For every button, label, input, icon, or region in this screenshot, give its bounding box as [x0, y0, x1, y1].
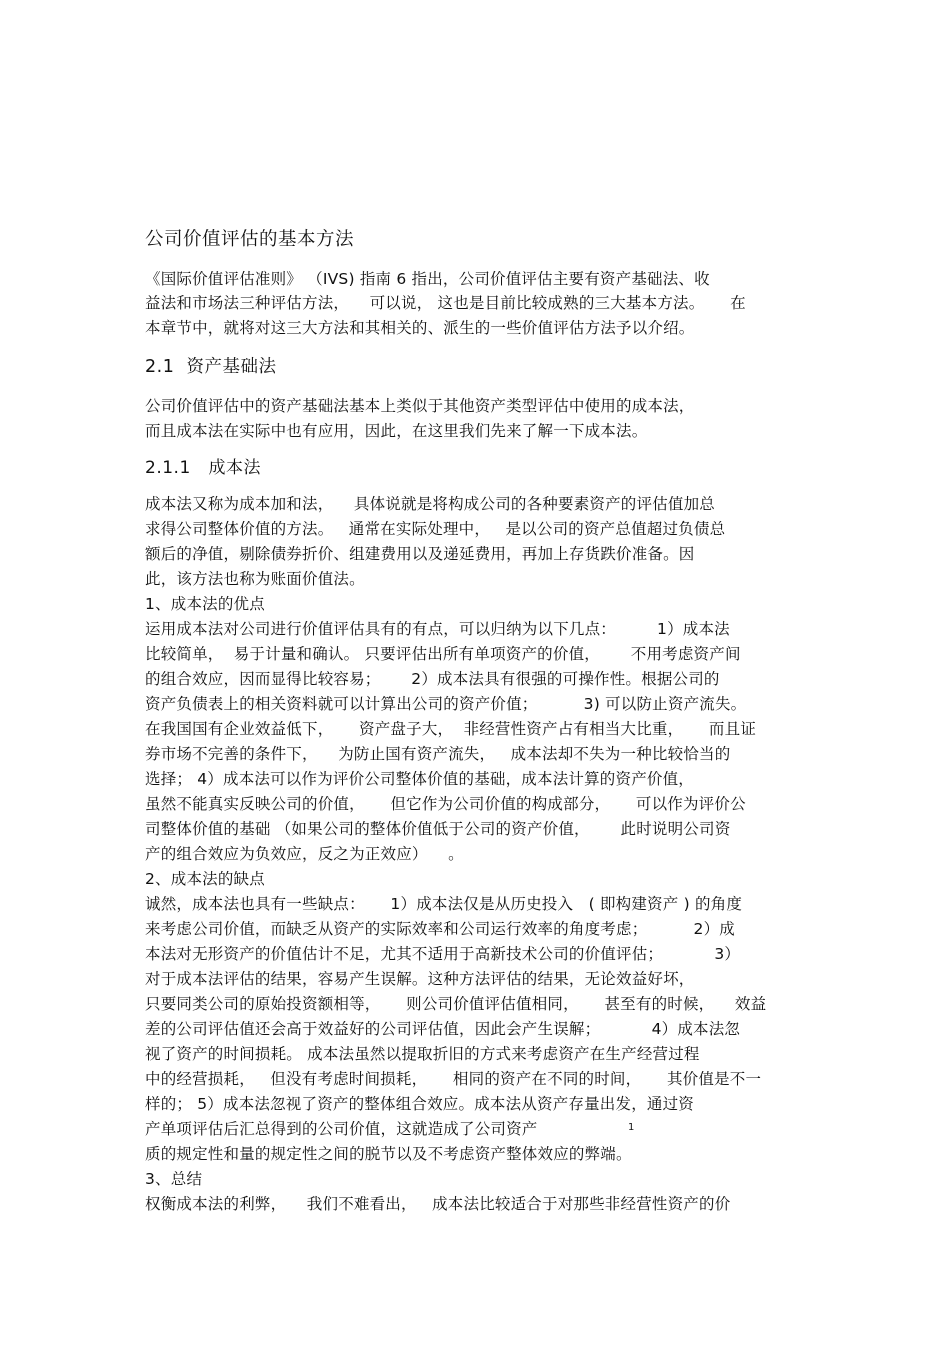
disadvantages-heading: 2、成本法的缺点: [145, 870, 265, 888]
paragraph-line: 诚然，成本法也具有一些缺点： 1）成本法仅是从历史投入 ( 即构建资产 ) 的角度: [145, 895, 743, 913]
paragraph-line: 本法对无形资产的价值估计不足，尤其不适用于高新技术公司的价值评估； 3）: [145, 945, 741, 963]
advantages-heading: 1、成本法的优点: [145, 595, 265, 613]
paragraph-line: 质的规定性和量的规定性之间的脱节以及不考虑资产整体效应的弊端。: [145, 1145, 632, 1163]
paragraph-line: 而且成本法在实际中也有应用，因此，在这里我们先来了解一下成本法。: [145, 422, 648, 440]
paragraph-line: 中的经营损耗， 但没有考虑时间损耗， 相同的资产在不同的时间， 其价值是不一: [145, 1070, 762, 1088]
paragraph-line: 来考虑公司价值，而缺乏从资产的实际效率和公司运行效率的角度考虑； 2）成: [145, 920, 736, 938]
section-heading-2-1-1: 2.1.1 成本法: [145, 458, 261, 478]
paragraph-line: 额后的净值，剔除债券折价、组建费用以及递延费用，再加上存货跌价准备。因: [145, 545, 695, 563]
paragraph-line: 产单项评估后汇总得到的公司价值，这就造成了公司资产: [145, 1120, 538, 1138]
paragraph-line: 成本法又称为成本加和法， 具体说就是将构成公司的各种要素资产的评估值加总: [145, 495, 716, 513]
intro-line: 本章节中，就将对这三大方法和其相关的、派生的一些价值评估方法予以介绍。: [145, 319, 695, 337]
paragraph-line: 差的公司评估值还会高于效益好的公司评估值，因此会产生误解； 4）成本法忽: [145, 1020, 741, 1038]
paragraph-line: 运用成本法对公司进行价值评估具有的有点，可以归纳为以下几点： 1）成本法: [145, 620, 730, 638]
intro-line: 《国际价值评估准则》 （IVS) 指南 6 指出，公司价值评估主要有资产基础法、收: [145, 270, 710, 288]
summary-heading: 3、总结: [145, 1170, 203, 1188]
paragraph-line: 资产负债表上的相关资料就可以计算出公司的资产价值； 3) 可以防止资产流失。: [145, 695, 747, 713]
paragraph-line: 求得公司整体价值的方法。 通常在实际处理中， 是以公司的资产总值超过负债总: [145, 520, 726, 538]
paragraph-line: 此，该方法也称为账面价值法。: [145, 570, 365, 588]
paragraph-line: 虽然不能真实反映公司的价值， 但它作为公司价值的构成部分， 可以作为评价公: [145, 795, 746, 813]
paragraph-line: 样的； 5）成本法忽视了资产的整体组合效应。成本法从资产存量出发，通过资: [145, 1095, 694, 1113]
paragraph-line: 对于成本法评估的结果，容易产生误解。这种方法评估的结果，无论效益好坏，: [145, 970, 695, 988]
paragraph-line: 公司价值评估中的资产基础法基本上类似于其他资产类型评估中使用的成本法，: [145, 397, 695, 415]
paragraph-line: 权衡成本法的利弊， 我们不难看出， 成本法比较适合于对那些非经营性资产的价: [145, 1195, 731, 1213]
paragraph-line: 比较简单， 易于计量和确认。 只要评估出所有单项资产的价值， 不用考虑资产间: [145, 645, 741, 663]
paragraph-line: 在我国国有企业效益低下， 资产盘子大， 非经营性资产占有相当大比重， 而且证: [145, 720, 757, 738]
paragraph-line: 视了资产的时间损耗。 成本法虽然以提取折旧的方式来考虑资产在生产经营过程: [145, 1045, 700, 1063]
intro-line: 益法和市场法三种评估方法， 可以说， 这也是目前比较成熟的三大基本方法。 在: [145, 294, 746, 312]
paragraph-line: 的组合效应，因而显得比较容易； 2）成本法具有很强的可操作性。根据公司的: [145, 670, 720, 688]
footnote-marker: 1: [628, 1122, 635, 1133]
page-title: 公司价值评估的基本方法: [145, 229, 355, 250]
paragraph-line: 选择； 4）成本法可以作为评价公司整体价值的基础，成本法计算的资产价值，: [145, 770, 694, 788]
paragraph-line: 只要同类公司的原始投资额相等， 则公司价值评估值相同， 甚至有的时候， 效益: [145, 995, 767, 1013]
paragraph-line: 券市场不完善的条件下， 为防止国有资产流失， 成本法却不失为一种比较恰当的: [145, 745, 731, 763]
paragraph-line: 司整体价值的基础 （如果公司的整体价值低于公司的资产价值， 此时说明公司资: [145, 820, 731, 838]
paragraph-line: 产的组合效应为负效应，反之为正效应） 。: [145, 845, 464, 863]
section-heading-2-1: 2.1 资产基础法: [145, 357, 277, 377]
